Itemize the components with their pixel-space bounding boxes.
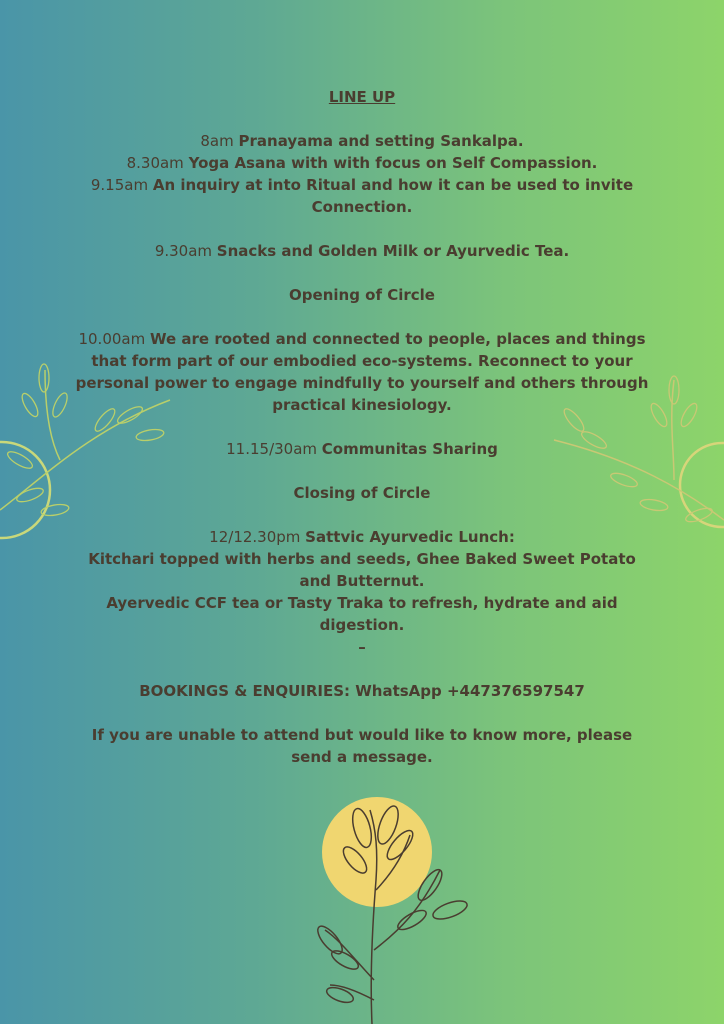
enquiry-note: If you are unable to attend but would like to know more, please send a message. <box>91 726 633 766</box>
bookings-line: BOOKINGS & ENQUIRIES: WhatsApp +447376597547 <box>139 682 585 700</box>
schedule-item-pranayama: 8am Pranayama and setting Sankalpa. <box>200 132 524 150</box>
schedule-item-sharing: 11.15/30am Communitas Sharing <box>226 440 498 458</box>
schedule-item-snacks: 9.30am Snacks and Golden Milk or Ayurvedic Tea. <box>154 242 570 260</box>
sun-plant-decoration <box>300 790 480 1024</box>
schedule-item-ritual: 9.15am An inquiry at into Ritual and how it can be used to invite Connection. <box>90 176 634 216</box>
separator-dash: – <box>358 638 366 656</box>
schedule-item-lunch: 12/12.30pm Sattvic Ayurvedic Lunch: <box>209 528 515 546</box>
page-title: LINE UP <box>328 88 396 106</box>
lunch-menu-food: Kitchari topped with herbs and seeds, Ghee Baked Sweet Potato and Butternut. <box>88 550 636 590</box>
closing-circle: Closing of Circle <box>293 484 431 502</box>
opening-circle: Opening of Circle <box>289 286 435 304</box>
lunch-menu-drinks: Ayervedic CCF tea or Tasty Traka to refresh, hydrate and aid digestion. <box>106 594 618 634</box>
schedule-item-yoga: 8.30am Yoga Asana with with focus on Self Compassion. <box>126 154 598 172</box>
schedule-item-session: 10.00am We are rooted and connected to people, places and things that form part of our embodied eco-systems. Reconnect to your personal power to engage mindfully to yourself and others through practical kinesiology. <box>75 330 649 414</box>
lineup-content <box>0 86 724 768</box>
